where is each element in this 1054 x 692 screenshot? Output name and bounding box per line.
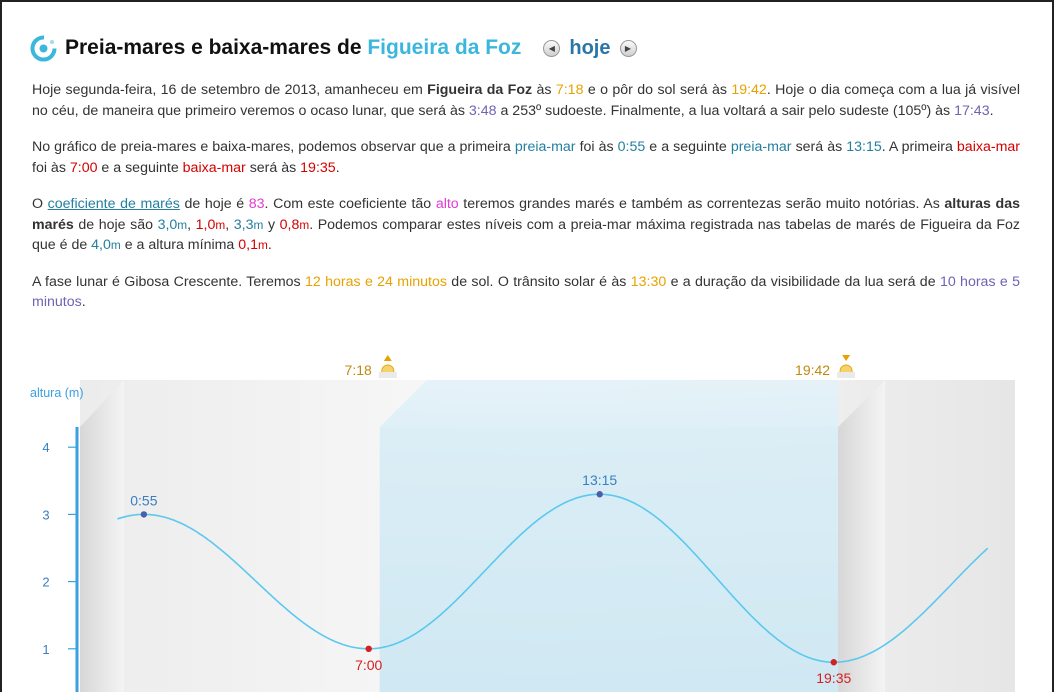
coefficient-link[interactable]: coeficiente de marés — [47, 196, 180, 212]
moonrise-time: 17:43 — [954, 102, 990, 119]
sunset-time: 19:42 — [731, 82, 767, 98]
paragraph-coefficient: O coeficiente de marés de hoje é 83. Com este coeficiente tão alto teremos grandes marés e também as correntezas serão muito notórias. As alturas das marés de hoje são 3,0m, 1,0m, 3,3m y 0,8m. Podemos comparar estes níveis com a preia-mar máxima registrada nas tabelas de marés de Figueira da Foz que é de 4,0m e a altura mínima 0,1m. — [32, 196, 1021, 253]
tide-logo-icon — [30, 35, 57, 62]
y-tick-label: 2 — [42, 574, 50, 590]
sunrise-time: 7:18 — [555, 82, 584, 98]
low-tide-label: 19:35 — [816, 670, 852, 687]
coefficient-level: alto — [435, 196, 459, 212]
daylight-duration: 12 horas e 24 minutos — [305, 273, 447, 290]
solar-transit: 13:30 — [630, 273, 667, 290]
arrow-left-icon[interactable]: ◀ — [543, 40, 560, 57]
paragraph-sun-moon: Hoje segunda-feira, 16 de setembro de 2013, amanheceu em Figueira da Foz às 7:18 e o pôr do sol será às 19:42. Hoje o dia começa com a lua já visível no céu, de maneira que primeiro veremos o ocaso lunar, que será às 3:48 a 253º sudoeste. Finalmente, a lua voltará a sair pelo sudeste (105º) às 17:43. — [32, 82, 1020, 119]
right-wall — [838, 380, 885, 692]
high-tide-1: 0:55 — [617, 139, 646, 155]
today-label[interactable]: hoje — [569, 36, 611, 59]
tide-chart-svg — [2, 347, 1054, 692]
y-tick-label: 1 — [42, 641, 50, 657]
height-4: 0,8 — [279, 216, 300, 233]
city-name[interactable]: Figueira da Foz — [367, 36, 522, 59]
y-tick-label: 3 — [42, 507, 50, 523]
y-axis-label: altura (m) — [30, 386, 84, 400]
horizon — [837, 372, 855, 378]
moonset-time: 3:48 — [468, 102, 497, 119]
chart-background — [80, 380, 1015, 692]
high-tide-point — [596, 491, 602, 497]
low-tide-point — [366, 646, 372, 652]
day-navigation — [543, 37, 636, 60]
sunset-label: 19:42 — [795, 362, 831, 378]
daylight-front — [380, 427, 838, 692]
height-3: 3,3 — [233, 216, 254, 233]
sunrise-label: 7:18 — [344, 362, 372, 378]
low-tide-label: 7:00 — [355, 656, 383, 673]
y-axis — [30, 386, 83, 692]
low-tide-point — [831, 659, 837, 665]
arrow-right-icon[interactable]: ▶ — [620, 40, 637, 57]
page-header — [30, 34, 637, 62]
coefficient-value: 83 — [248, 196, 265, 212]
city-bold: Figueira da Foz — [427, 82, 533, 98]
paragraph-tides: No gráfico de preia-mares e baixa-mares, podemos observar que a primeira preia-mar foi às 0:55 e a seguinte preia-mar será às 13:15. A primeira baixa-mar foi às 7:00 e a seguinte baixa-mar será às 19:35. — [32, 139, 1020, 176]
tide-chart — [2, 347, 1054, 692]
height-2: 1,0 — [195, 216, 216, 233]
sunrise-icon — [379, 355, 397, 378]
min-height: 0,1 — [238, 237, 258, 253]
high-tide-label: 13:15 — [582, 472, 618, 489]
page-title: Preia-mares e baixa-mares de Figueira da Foz — [65, 36, 522, 59]
high-tide-label: 0:55 — [130, 492, 158, 509]
arrow-up-icon — [384, 355, 392, 361]
high-tide-point — [141, 511, 147, 517]
paragraph-moon-phase: A fase lunar é Gibosa Crescente. Teremos 12 horas e 24 minutos de sol. O trânsito solar é às 13:30 e a duração da visibilidade da lua será de 10 horas e 5 minutos. — [32, 273, 1020, 310]
height-1: 3,0 — [157, 216, 178, 233]
y-tick-label: 4 — [42, 440, 50, 456]
horizon — [379, 372, 397, 378]
left-wall — [80, 380, 124, 692]
low-tide-1: 7:00 — [69, 159, 98, 176]
arrow-down-icon — [842, 355, 850, 361]
low-tide-2: 19:35 — [300, 159, 336, 176]
sunset-icon — [837, 355, 855, 378]
moon-visibility: 10 horas e 5 minutos — [32, 273, 1020, 310]
max-height: 4,0 — [91, 237, 111, 253]
tide-description — [32, 80, 1020, 329]
high-tide-2: 13:15 — [846, 139, 882, 155]
